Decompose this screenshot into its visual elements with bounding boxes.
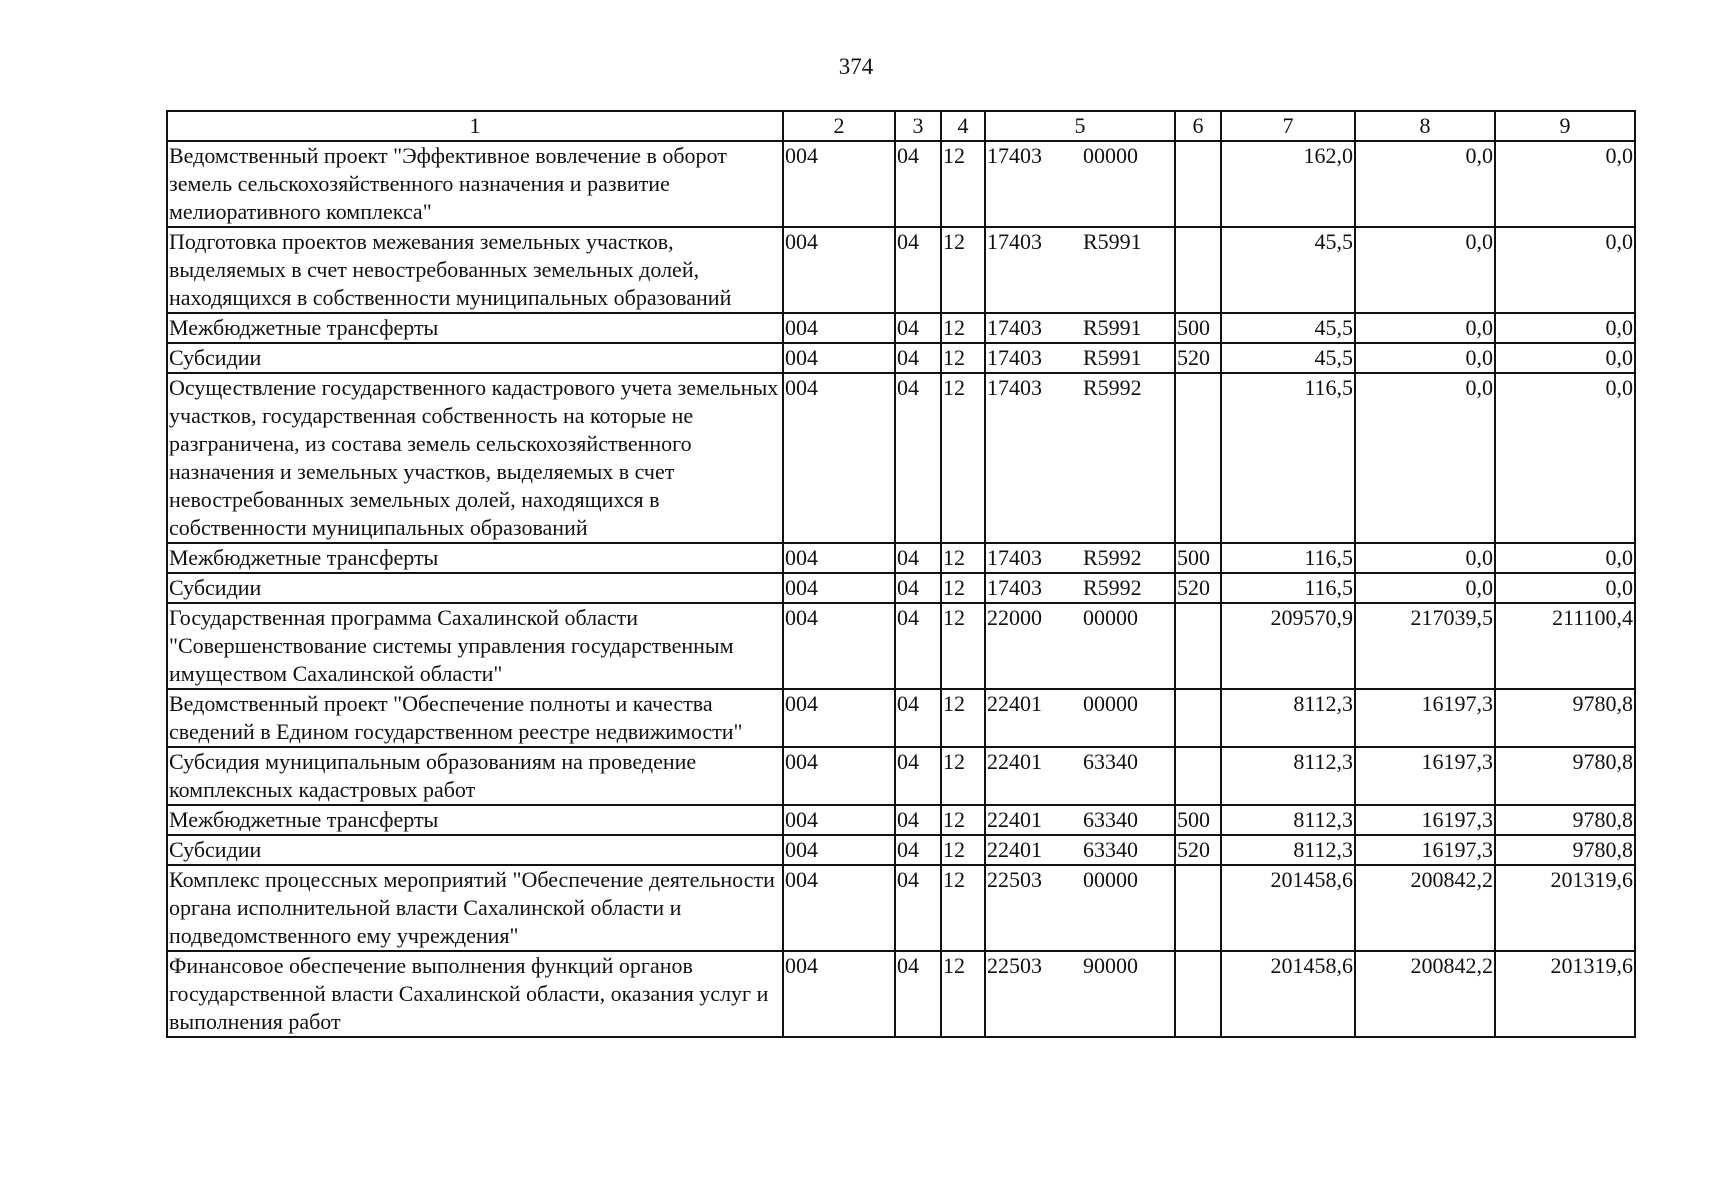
target-article-program: 22401 [987,807,1042,832]
table-row [167,747,1635,805]
amount-col7-cell: 201458,6 [1221,951,1355,1037]
admin-code-cell: 004 [783,603,895,689]
subsection-code-cell: 12 [941,573,985,603]
row-name-cell: Комплекс процессных мероприятий "Обеспечение деятельности органа исполнительной власти Сахалинской области и подведомственного ему учреждения" [167,865,783,951]
column-header: 1 [167,111,783,141]
amount-col7-cell: 8112,3 [1221,689,1355,747]
target-article-direction: 90000 [1083,953,1138,978]
expense-type-cell [1175,689,1221,747]
column-header: 3 [895,111,941,141]
amount-col8-cell: 200842,2 [1355,951,1495,1037]
section-code-cell: 04 [895,835,941,865]
table-row [167,805,1635,835]
budget-table [166,110,1636,1038]
target-article-direction: R5991 [1083,345,1142,370]
amount-col8-cell: 0,0 [1355,373,1495,543]
subsection-code-cell: 12 [941,313,985,343]
section-code-cell: 04 [895,573,941,603]
target-article-cell [985,689,1175,747]
amount-col7-cell: 8112,3 [1221,805,1355,835]
amount-col7-cell: 45,5 [1221,227,1355,313]
target-article-direction: R5991 [1083,315,1142,340]
section-code-cell: 04 [895,543,941,573]
section-code-cell: 04 [895,689,941,747]
amount-col8-cell: 0,0 [1355,313,1495,343]
amount-col9-cell: 0,0 [1495,313,1635,343]
amount-col9-cell: 0,0 [1495,141,1635,227]
target-article-direction: R5992 [1083,375,1142,400]
subsection-code-cell: 12 [941,141,985,227]
target-article-program: 22401 [987,691,1042,716]
subsection-code-cell: 12 [941,373,985,543]
admin-code-cell: 004 [783,573,895,603]
target-article-cell [985,141,1175,227]
target-article-cell [985,865,1175,951]
amount-col9-cell: 9780,8 [1495,805,1635,835]
target-article-program: 17403 [987,345,1042,370]
expense-type-cell [1175,603,1221,689]
subsection-code-cell: 12 [941,689,985,747]
row-name-cell: Ведомственный проект "Обеспечение полноты и качества сведений в Едином государственном реестре недвижимости" [167,689,783,747]
row-name-cell: Государственная программа Сахалинской области "Совершенствование системы управления государственным имуществом Сахалинской области" [167,603,783,689]
target-article-cell [985,573,1175,603]
subsection-code-cell: 12 [941,835,985,865]
table-body [167,141,1635,1037]
row-name-cell: Субсидии [167,573,783,603]
amount-col8-cell: 0,0 [1355,343,1495,373]
target-article-direction: R5992 [1083,545,1142,570]
target-article-program: 22000 [987,605,1042,630]
admin-code-cell: 004 [783,805,895,835]
target-article-direction: 63340 [1083,837,1138,862]
amount-col7-cell: 116,5 [1221,543,1355,573]
column-header: 2 [783,111,895,141]
expense-type-cell [1175,141,1221,227]
row-name-cell: Субсидия муниципальным образованиям на проведение комплексных кадастровых работ [167,747,783,805]
table-row [167,227,1635,313]
admin-code-cell: 004 [783,227,895,313]
expense-type-cell [1175,951,1221,1037]
amount-col7-cell: 45,5 [1221,343,1355,373]
admin-code-cell: 004 [783,689,895,747]
table-row [167,951,1635,1037]
header-row [167,111,1635,141]
amount-col8-cell: 217039,5 [1355,603,1495,689]
table-header [167,111,1635,141]
amount-col7-cell: 8112,3 [1221,747,1355,805]
row-name-cell: Ведомственный проект "Эффективное вовлечение в оборот земель сельскохозяйственного назначения и развитие мелиоративного комплекса" [167,141,783,227]
admin-code-cell: 004 [783,747,895,805]
target-article-program: 22503 [987,867,1042,892]
target-article-direction: 63340 [1083,749,1138,774]
table-row [167,689,1635,747]
expense-type-cell [1175,865,1221,951]
table-row [167,835,1635,865]
column-header: 4 [941,111,985,141]
target-article-cell [985,373,1175,543]
amount-col8-cell: 16197,3 [1355,805,1495,835]
target-article-cell [985,343,1175,373]
admin-code-cell: 004 [783,343,895,373]
amount-col7-cell: 209570,9 [1221,603,1355,689]
section-code-cell: 04 [895,141,941,227]
row-name-cell: Финансовое обеспечение выполнения функций органов государственной власти Сахалинской области, оказания услуг и выполнения работ [167,951,783,1037]
amount-col9-cell: 0,0 [1495,343,1635,373]
target-article-cell [985,603,1175,689]
row-name-cell: Межбюджетные трансферты [167,313,783,343]
table-row [167,373,1635,543]
expense-type-cell [1175,373,1221,543]
section-code-cell: 04 [895,951,941,1037]
target-article-program: 17403 [987,229,1042,254]
section-code-cell: 04 [895,227,941,313]
amount-col9-cell: 0,0 [1495,373,1635,543]
amount-col9-cell: 9780,8 [1495,689,1635,747]
section-code-cell: 04 [895,865,941,951]
page-number: 374 [838,54,874,79]
target-article-direction: 63340 [1083,807,1138,832]
amount-col8-cell: 16197,3 [1355,747,1495,805]
amount-col7-cell: 201458,6 [1221,865,1355,951]
amount-col7-cell: 162,0 [1221,141,1355,227]
target-article-program: 22401 [987,749,1042,774]
amount-col9-cell: 9780,8 [1495,835,1635,865]
amount-col9-cell: 0,0 [1495,227,1635,313]
expense-type-cell: 500 [1175,805,1221,835]
expense-type-cell: 500 [1175,313,1221,343]
subsection-code-cell: 12 [941,951,985,1037]
expense-type-cell: 500 [1175,543,1221,573]
row-name-cell: Субсидии [167,343,783,373]
target-article-direction: 00000 [1083,867,1138,892]
table-row [167,865,1635,951]
section-code-cell: 04 [895,343,941,373]
target-article-program: 17403 [987,575,1042,600]
table-row [167,313,1635,343]
section-code-cell: 04 [895,747,941,805]
amount-col7-cell: 116,5 [1221,573,1355,603]
target-article-direction: R5991 [1083,229,1142,254]
column-header: 5 [985,111,1175,141]
table-row [167,343,1635,373]
amount-col8-cell: 16197,3 [1355,835,1495,865]
row-name-cell: Осуществление государственного кадастрового учета земельных участков, государственная собственность на которые не разграничена, из состава земель сельскохозяйственного назначения и земельных участков, выделяемых в счет невостребованных земельных долей, находящихся в собственности муниципальных образований [167,373,783,543]
target-article-cell [985,227,1175,313]
amount-col7-cell: 8112,3 [1221,835,1355,865]
subsection-code-cell: 12 [941,865,985,951]
target-article-cell [985,835,1175,865]
column-header: 6 [1175,111,1221,141]
amount-col9-cell: 9780,8 [1495,747,1635,805]
subsection-code-cell: 12 [941,603,985,689]
subsection-code-cell: 12 [941,747,985,805]
subsection-code-cell: 12 [941,227,985,313]
target-article-cell [985,747,1175,805]
column-header: 8 [1355,111,1495,141]
target-article-direction: 00000 [1083,605,1138,630]
target-article-cell [985,805,1175,835]
amount-col8-cell: 0,0 [1355,573,1495,603]
target-article-program: 22401 [987,837,1042,862]
amount-col8-cell: 0,0 [1355,227,1495,313]
target-article-program: 17403 [987,143,1042,168]
amount-col9-cell: 0,0 [1495,543,1635,573]
table-row [167,543,1635,573]
amount-col8-cell: 0,0 [1355,141,1495,227]
amount-col8-cell: 200842,2 [1355,865,1495,951]
row-name-cell: Межбюджетные трансферты [167,805,783,835]
admin-code-cell: 004 [783,835,895,865]
expense-type-cell [1175,227,1221,313]
admin-code-cell: 004 [783,141,895,227]
target-article-cell [985,313,1175,343]
subsection-code-cell: 12 [941,343,985,373]
target-article-direction: 00000 [1083,691,1138,716]
admin-code-cell: 004 [783,373,895,543]
admin-code-cell: 004 [783,543,895,573]
expense-type-cell: 520 [1175,835,1221,865]
amount-col9-cell: 211100,4 [1495,603,1635,689]
admin-code-cell: 004 [783,865,895,951]
target-article-direction: R5992 [1083,575,1142,600]
expense-type-cell [1175,747,1221,805]
table-row [167,573,1635,603]
row-name-cell: Межбюджетные трансферты [167,543,783,573]
amount-col7-cell: 45,5 [1221,313,1355,343]
subsection-code-cell: 12 [941,805,985,835]
amount-col8-cell: 16197,3 [1355,689,1495,747]
expense-type-cell: 520 [1175,573,1221,603]
amount-col9-cell: 201319,6 [1495,865,1635,951]
target-article-program: 17403 [987,315,1042,340]
admin-code-cell: 004 [783,313,895,343]
subsection-code-cell: 12 [941,543,985,573]
row-name-cell: Подготовка проектов межевания земельных участков, выделяемых в счет невостребованных земельных долей, находящихся в собственности муниципальных образований [167,227,783,313]
target-article-cell [985,951,1175,1037]
admin-code-cell: 004 [783,951,895,1037]
section-code-cell: 04 [895,373,941,543]
amount-col9-cell: 201319,6 [1495,951,1635,1037]
section-code-cell: 04 [895,805,941,835]
column-header: 9 [1495,111,1635,141]
table-row [167,141,1635,227]
target-article-program: 17403 [987,545,1042,570]
target-article-cell [985,543,1175,573]
expense-type-cell: 520 [1175,343,1221,373]
section-code-cell: 04 [895,603,941,689]
table-row [167,603,1635,689]
target-article-program: 17403 [987,375,1042,400]
target-article-program: 22503 [987,953,1042,978]
amount-col7-cell: 116,5 [1221,373,1355,543]
section-code-cell: 04 [895,313,941,343]
row-name-cell: Субсидии [167,835,783,865]
amount-col9-cell: 0,0 [1495,573,1635,603]
target-article-direction: 00000 [1083,143,1138,168]
amount-col8-cell: 0,0 [1355,543,1495,573]
column-header: 7 [1221,111,1355,141]
